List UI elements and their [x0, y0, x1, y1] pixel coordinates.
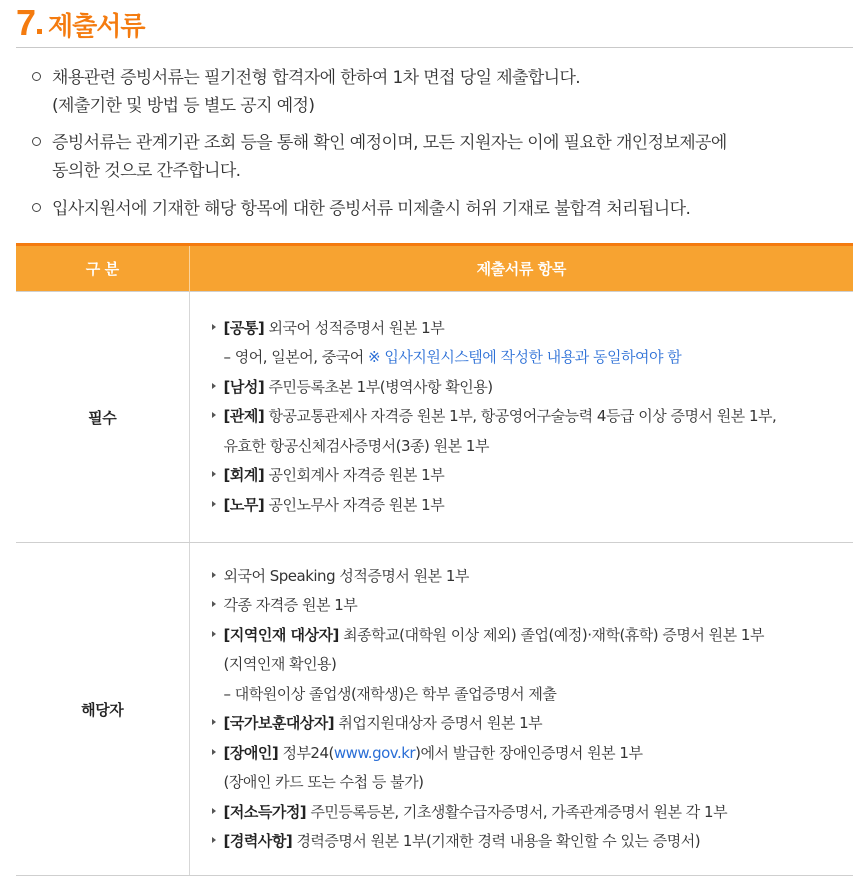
row-items-cell: [189, 292, 853, 543]
section-number: 7: [16, 2, 36, 43]
item-tag: [저소득가정]: [223, 802, 307, 821]
row-items-cell: [189, 543, 853, 876]
circle-bullet-icon: [32, 72, 41, 81]
list-item: [212, 798, 848, 828]
triangle-bullet-icon: [212, 572, 216, 578]
item-text: 항공교통관제사 자격증 원본 1부, 항공영어구술능력 4등급 이상 증명서 원본 1부,: [264, 407, 777, 426]
documents-table: [16, 243, 853, 876]
triangle-bullet-icon: [212, 324, 216, 330]
notice-line: 동의한 것으로 간주합니다.: [52, 161, 241, 181]
item-tag: [공통]: [223, 318, 265, 337]
circle-bullet-icon: [32, 137, 41, 146]
item-tag: [관제]: [223, 407, 265, 426]
triangle-bullet-icon: [212, 719, 216, 725]
list-item: [212, 373, 848, 403]
item-text: 외국어 성적증명서 원본 1부: [264, 318, 445, 337]
triangle-bullet-icon: [212, 412, 216, 418]
item-continuation: (장애인 카드 또는 수첩 등 불가): [223, 773, 424, 791]
notice-item: [30, 129, 850, 185]
item-text: 취업지원대상자 증명서 원본 1부: [334, 714, 543, 732]
list-item: [212, 739, 848, 798]
item-note: ※ 입사지원시스템에 작성한 내용과 동일하여야 함: [368, 348, 682, 367]
triangle-bullet-icon: [212, 471, 216, 477]
item-continuation: 유효한 항공신체검사증명서(3종) 원본 1부: [223, 436, 489, 455]
notice-line: 증빙서류는 관계기관 조회 등을 통해 확인 예정이며, 모든 지원자는 이에 필요한 개인정보제공에: [52, 133, 727, 153]
notice-line: 입사지원서에 기재한 해당 항목에 대한 증빙서류 미제출시 허위 기재로 불합격 처리됩니다.: [52, 199, 691, 219]
item-tag: [지역인재 대상자]: [223, 625, 339, 644]
triangle-bullet-icon: [212, 749, 216, 755]
item-tag: [회계]: [223, 466, 265, 485]
item-tag: [노무]: [223, 495, 265, 514]
list-item: [212, 591, 848, 621]
list-item: [212, 562, 848, 592]
triangle-bullet-icon: [212, 501, 216, 507]
item-tag: [국가보훈대상자]: [223, 714, 335, 732]
list-item: [212, 402, 848, 461]
item-text: 각종 자격증 원본 1부: [223, 596, 358, 614]
triangle-bullet-icon: [212, 383, 216, 389]
notice-line: 채용관련 증빙서류는 필기전형 합격자에 한하여 1차 면접 당일 제출합니다.: [52, 68, 581, 88]
row-category-required: 필수: [16, 292, 189, 543]
item-subtext: – 대학원이상 졸업생(재학생)은 학부 졸업증명서 제출: [223, 684, 557, 703]
item-text: )에서 발급한 장애인증명서 원본 1부: [415, 743, 643, 762]
item-text: 외국어 Speaking 성적증명서 원본 1부: [223, 566, 469, 585]
table-header-row: [16, 245, 853, 292]
item-continuation: (지역인재 확인용): [223, 655, 337, 673]
item-subtext: – 영어, 일본어, 중국어: [223, 348, 369, 367]
notice-list: [30, 64, 850, 223]
item-text: 경력증명서 원본 1부(기재한 경력 내용을 확인할 수 있는 증명서): [292, 832, 701, 850]
item-tag: [장애인]: [223, 743, 279, 762]
list-item: [212, 491, 848, 521]
header-category: 구 분: [85, 260, 119, 278]
item-text: 주민등록등본, 기초생활수급자증명서, 가족관계증명서 원본 각 1부: [306, 802, 728, 821]
item-text: 주민등록초본 1부(병역사항 확인용): [264, 377, 493, 396]
item-tag: [경력사항]: [223, 832, 293, 850]
item-tag: [남성]: [223, 377, 265, 396]
circle-bullet-icon: [32, 203, 41, 212]
notice-item: [30, 64, 850, 120]
table-row: [16, 543, 853, 876]
triangle-bullet-icon: [212, 837, 216, 843]
header-items: 제출서류 항목: [189, 245, 853, 292]
gov-link[interactable]: www.gov.kr: [333, 743, 416, 762]
item-text: 공인노무사 자격증 원본 1부: [264, 495, 445, 514]
notice-item: [30, 195, 850, 223]
section-heading: [16, 3, 145, 43]
triangle-bullet-icon: [212, 601, 216, 607]
item-text: 공인회계사 자격증 원본 1부: [264, 466, 445, 485]
item-text: 정부24(: [278, 743, 334, 762]
list-item: [212, 709, 848, 739]
triangle-bullet-icon: [212, 631, 216, 637]
list-item: [212, 314, 848, 373]
section-number-dot: [37, 29, 42, 34]
list-item: [212, 461, 848, 491]
item-text: 최종학교(대학원 이상 제외) 졸업(예정)·재학(휴학) 증명서 원본 1부: [338, 625, 764, 644]
heading-divider: [16, 47, 853, 48]
list-item: [212, 621, 848, 710]
notice-line: (제출기한 및 방법 등 별도 공지 예정): [52, 96, 315, 116]
table-row: [16, 292, 853, 543]
list-item: [212, 827, 848, 857]
section-title: 제출서류: [48, 12, 145, 42]
row-category-applicable: 해당자: [16, 543, 189, 876]
triangle-bullet-icon: [212, 808, 216, 814]
